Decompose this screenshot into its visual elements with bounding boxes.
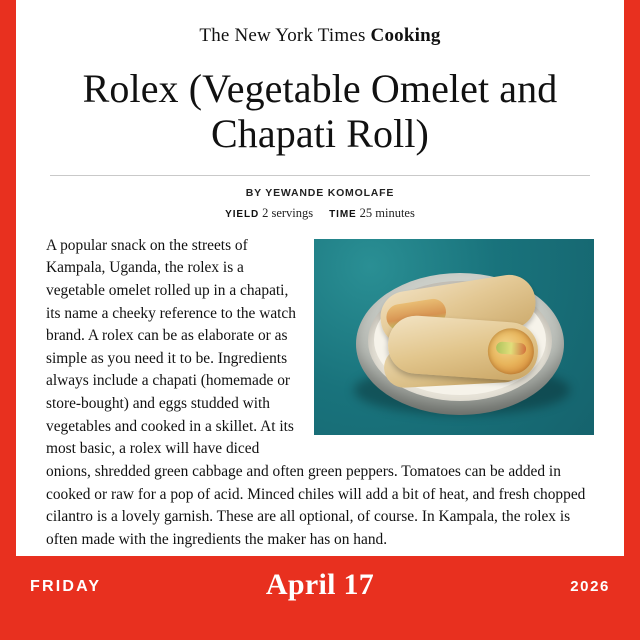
page-title: Rolex (Vegetable Omelet and Chapati Roll) [82, 66, 558, 156]
masthead-publication: The New York Times [199, 25, 366, 46]
recipe-card [16, 0, 624, 556]
footer-date: April 17 [265, 568, 375, 601]
recipe-meta [16, 206, 624, 221]
footer-year: 2026 [570, 578, 610, 595]
photo-rolex-roll-front [386, 313, 540, 381]
recipe-description: A popular snack on the streets of Kampala, Uganda, the rolex is a vegetable omelet rolled up in a chapati, its name a cheeky reference to the watch brand. A rolex can be as elaborate or as simple as you need it to be. Ingredients always include a chapati (homemade or store-bought) and eggs studded with vegetables and cooked in a skillet. At its most basic, a rolex will have diced onions, shredded green cabbage and often green peppers. Tomatoes can be added in cooked or raw for a pop of acid. Minced chiles will add a bit of heat, and fresh chopped cilantro is a lovely garnish. These are all optional, of course. In Kampala, the rolex is often made with the ingredients the maker has on hand. [46, 236, 586, 548]
masthead-logo [199, 25, 440, 46]
time-label: TIME [329, 208, 357, 220]
recipe-body [16, 235, 624, 552]
byline: BY YEWANDE KOMOLAFE [245, 186, 395, 199]
title-divider [50, 175, 590, 176]
masthead-section: Cooking [370, 25, 441, 46]
yield-value: 2 servings [262, 205, 314, 220]
photo-rolex-cut-face [486, 326, 535, 375]
masthead [16, 0, 624, 45]
calendar-footer [0, 556, 640, 640]
recipe-photo [314, 239, 594, 435]
yield-label: YIELD [225, 208, 260, 220]
footer-weekday: FRIDAY [30, 578, 102, 595]
time-value: 25 minutes [359, 205, 415, 220]
